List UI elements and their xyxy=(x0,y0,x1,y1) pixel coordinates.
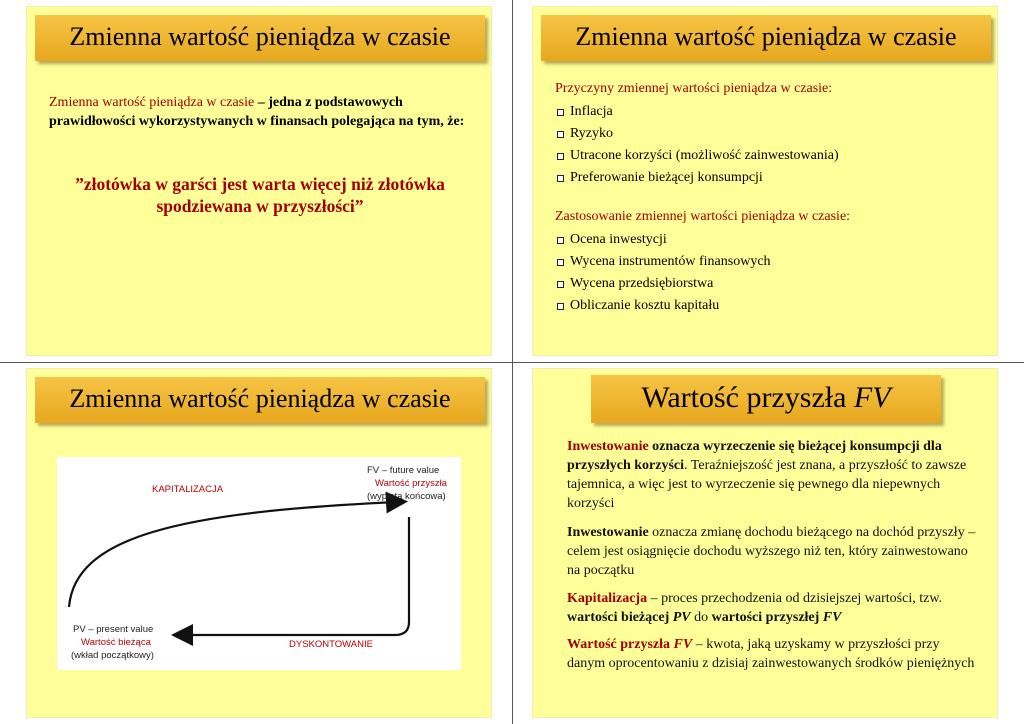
list-item: Ryzyko xyxy=(557,123,839,145)
slide-2 xyxy=(532,6,998,356)
slide-3 xyxy=(26,368,492,718)
paragraph-kapitalizacja: Kapitalizacja – proces przechodzenia od dzisiejszej wartości, tzw. wartości bieżącej PV do wartości przyszłej FV xyxy=(567,591,943,625)
slide-4-title-text: Wartość przyszła xyxy=(641,381,854,414)
definition-text: – jedna z podstawowych prawidłowości wykorzystywanych w finansach polegająca na tym, że: xyxy=(49,95,465,129)
list-item: Wycena przedsiębiorstwa xyxy=(557,273,771,295)
checkbox-bullet-icon xyxy=(557,237,564,244)
checkbox-bullet-icon xyxy=(557,259,564,266)
checkbox-bullet-icon xyxy=(557,131,564,138)
slide-4-title-fv: FV xyxy=(853,381,891,414)
list-item: Obliczanie kosztu kapitału xyxy=(557,295,771,317)
fv-label-line1: FV – future value xyxy=(367,465,440,476)
checkbox-bullet-icon xyxy=(557,281,564,288)
slide-1-quote: ”złotówka w garści jest warta więcej niż złotówka spodziewana w przyszłości” xyxy=(75,174,445,216)
causes-heading: Przyczyny zmiennej wartości pieniądza w czasie: xyxy=(555,81,833,96)
slide-2-title: Zmienna wartość pieniądza w czasie xyxy=(541,15,991,61)
list-item: Inflacja xyxy=(557,101,839,123)
pv-label-line3: (wkład początkowy) xyxy=(71,650,154,661)
checkbox-bullet-icon xyxy=(557,109,564,116)
slide-4-title xyxy=(591,375,941,423)
dyskontowanie-label: DYSKONTOWANIE xyxy=(289,639,373,650)
slide-1 xyxy=(26,6,492,356)
slide-3-title: Zmienna wartość pieniądza w czasie xyxy=(35,377,485,423)
list-item: Preferowanie bieżącej konsumpcji xyxy=(557,167,839,189)
list-item: Utracone korzyści (możliwość zainwestowania) xyxy=(557,145,839,167)
slide-1-definition xyxy=(49,93,469,131)
slide-1-title: Zmienna wartość pieniądza w czasie xyxy=(35,15,485,61)
page-divider-horizontal xyxy=(0,362,1024,363)
uses-list xyxy=(557,229,771,317)
pv-label-line2: Wartość bieżąca xyxy=(81,637,151,648)
paragraph-inwestowanie-1: Inwestowanie oznacza wyrzeczenie się bieżącej konsumpcji dla przyszłych korzyści. Teraźniejszość jest znana, a przyszłość to zawsze tajemnica, a więc jest to wyrzeczenie się pewnego dla niepewnych korzyści xyxy=(567,439,967,511)
paragraph-wartosc-przyszla: Wartość przyszła FV – kwota, jaką uzyskamy w przyszłości przy danym oprocentowaniu z dzisiaj zainwestowanych środków pieniężnych xyxy=(567,637,975,671)
slide-4 xyxy=(532,368,998,718)
fv-label-line2: Wartość przyszła xyxy=(375,478,447,489)
discounting-arrow xyxy=(182,517,409,635)
fv-label-line3: (wypłata końcowa) xyxy=(367,491,446,502)
definition-term: Zmienna wartość pieniądza w czasie xyxy=(49,95,255,110)
capitalization-arrow xyxy=(69,502,397,607)
list-item: Ocena inwestycji xyxy=(557,229,771,251)
pv-fv-diagram xyxy=(57,457,461,670)
causes-list xyxy=(557,101,839,189)
checkbox-bullet-icon xyxy=(557,175,564,182)
pv-label-line1: PV – present value xyxy=(73,624,154,635)
kapitalizacja-label: KAPITALIZACJA xyxy=(152,484,224,495)
uses-heading: Zastosowanie zmiennej wartości pieniądza w czasie: xyxy=(555,209,851,224)
checkbox-bullet-icon xyxy=(557,303,564,310)
list-item: Wycena instrumentów finansowych xyxy=(557,251,771,273)
paragraph-inwestowanie-2: Inwestowanie oznacza zmianę dochodu bieżącego na dochód przyszły – celem jest osiągnięcie dochodu wyższego niż ten, który zainwestowano na początku xyxy=(567,525,976,578)
checkbox-bullet-icon xyxy=(557,153,564,160)
